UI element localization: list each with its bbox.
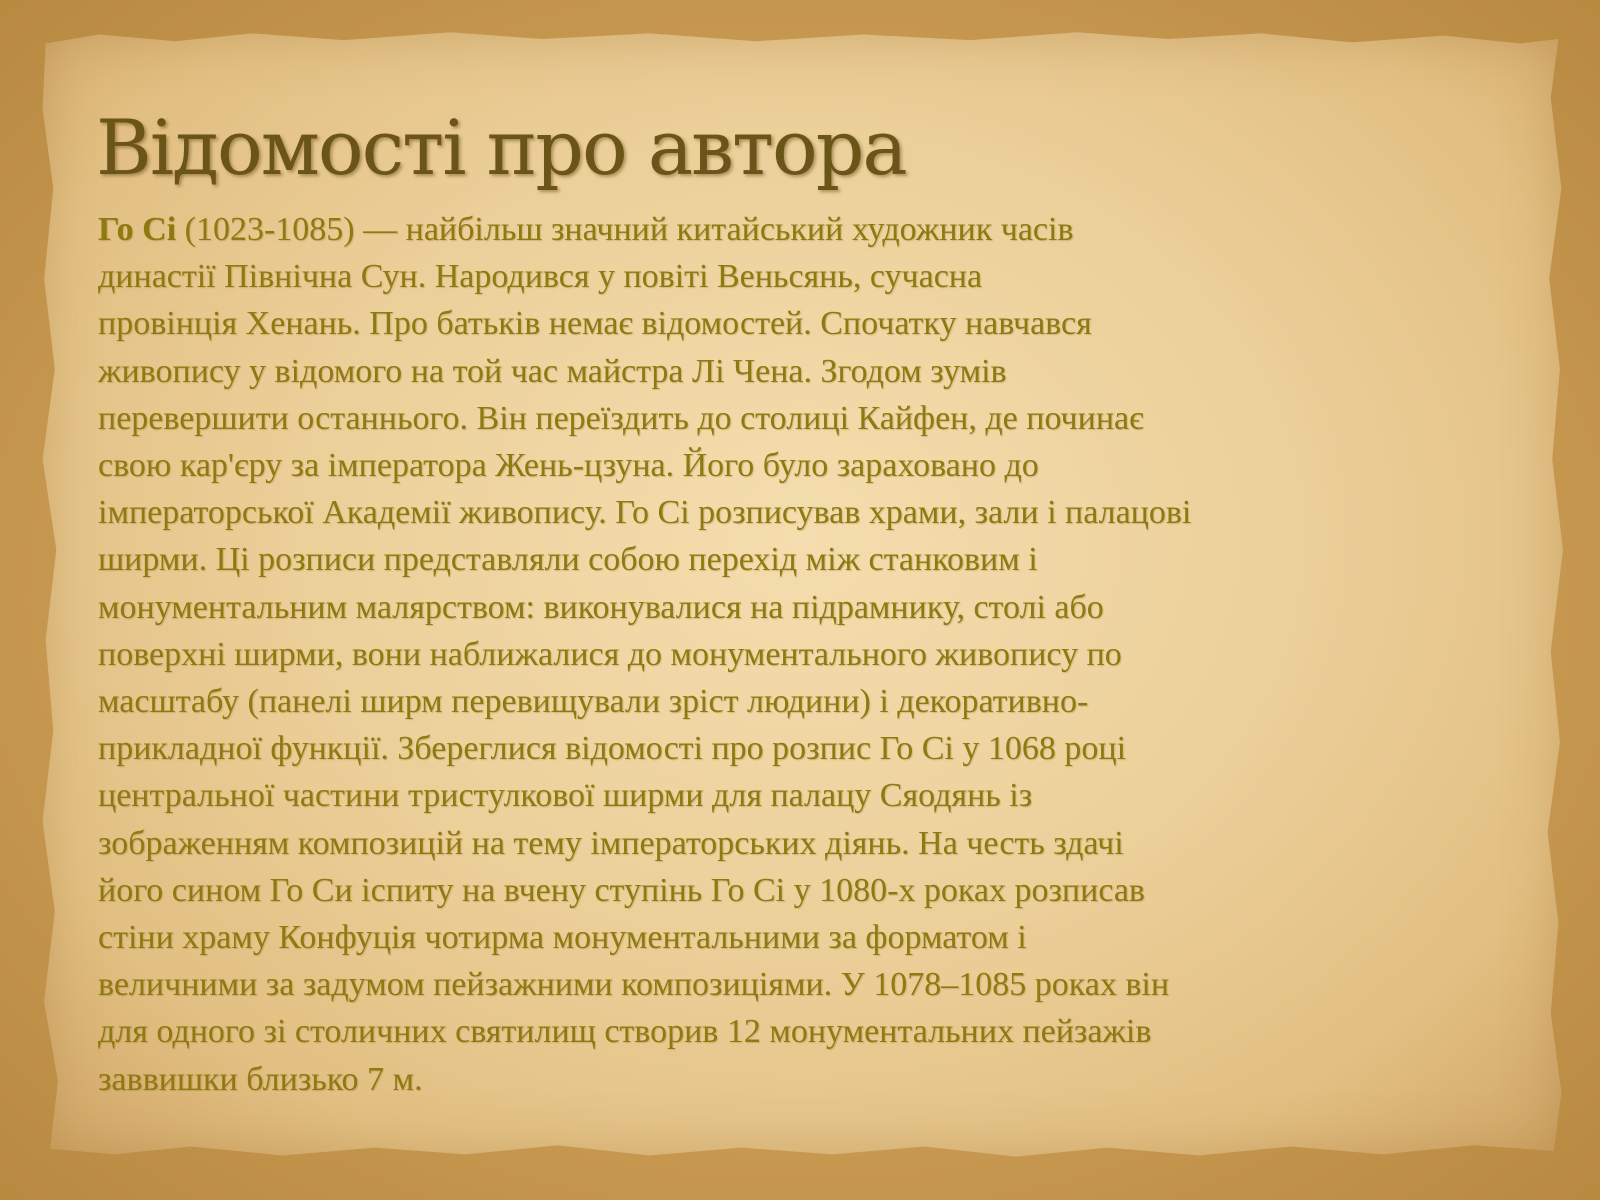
body-line: величними за задумом пейзажними композиціями. У 1078–1085 роках він	[98, 966, 1170, 1004]
author-name: Го Сі	[98, 211, 177, 248]
first-line-text: (1023-1085) — найбільш значний китайський художник часів	[176, 211, 1074, 248]
body-line: поверхні ширми, вони наближалися до монументального живопису по	[98, 635, 1122, 673]
body-line: заввишки близько 7 м.	[98, 1060, 423, 1098]
body-line: центральної частини тристулкової ширми для палацу Сяодянь із	[98, 777, 1033, 815]
body-line: його сином Го Си іспиту на вчену ступінь Го Сі у 1080-х роках розписав	[98, 871, 1145, 909]
body-line: живопису у відомого на той час майстра Лі Чена. Згодом зумів	[98, 352, 1007, 390]
body-line: стіни храму Конфуція чотирма монументальними за форматом і	[98, 919, 1027, 957]
body-line: масштабу (панелі ширм перевищували зріст людини) і декоративно-	[98, 683, 1089, 721]
body-line: ширми. Ці розписи представляли собою перехід між станковим і	[98, 541, 1038, 579]
slide-body	[98, 206, 1518, 1103]
body-line: зображенням композицій на тему імператорських діянь. На честь здачі	[98, 824, 1124, 862]
body-line-1	[98, 206, 1518, 253]
body-line: провінція Хенань. Про батьків немає відомостей. Спочатку навчався	[98, 305, 1092, 343]
body-line: перевершити останнього. Він переїздить до столиці Кайфен, де починає	[98, 399, 1144, 437]
body-line: свою кар'єру за імператора Жень-цзуна. Його було зараховано до	[98, 447, 1039, 485]
body-line: династії Північна Сун. Народився у повіті Веньсянь, сучасна	[98, 258, 983, 296]
body-line: монументальним малярством: виконувалися на підрамнику, столі або	[98, 588, 1104, 626]
body-line: імператорської Академії живопису. Го Сі розписував храми, зали і палацові	[98, 494, 1192, 532]
body-line: прикладної функції. Збереглися відомості про розпис Го Сі у 1068 році	[98, 730, 1127, 768]
slide-title: Відомості про автора	[96, 103, 906, 192]
body-line: для одного зі столичних святилищ створив 12 монументальних пейзажів	[98, 1013, 1152, 1051]
